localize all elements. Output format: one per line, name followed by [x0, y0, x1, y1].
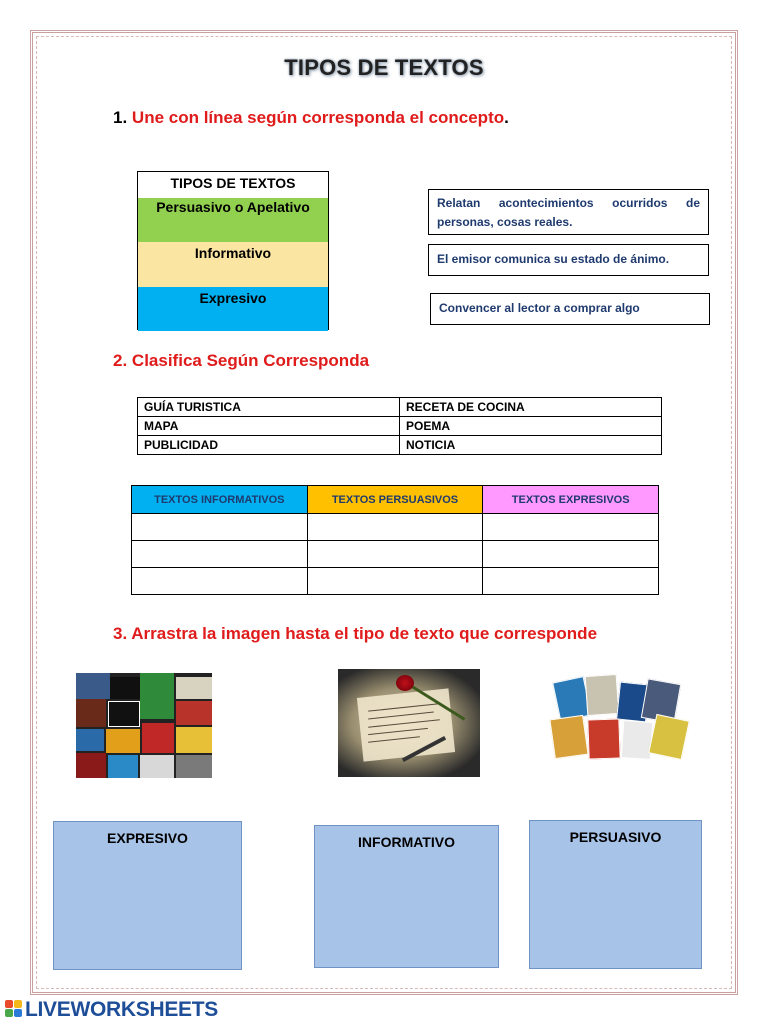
dropzone-persuasive-label: PERSUASIVO — [569, 829, 662, 845]
table-row — [138, 398, 662, 417]
header-informative: TEXTOS INFORMATIVOS — [132, 486, 308, 514]
text-types-box — [137, 171, 329, 330]
definition-informative[interactable]: Relatan acontecimientos ocurridos de personas, cosas reales. — [428, 189, 709, 235]
question-3-text: Arrastra la imagen hasta el tipo de texto que corresponde — [131, 624, 598, 643]
table-row — [132, 541, 659, 568]
answer-cell[interactable] — [132, 514, 308, 541]
word-cell: MAPA — [138, 417, 400, 436]
question-3 — [113, 624, 597, 644]
header-expressive: TEXTOS EXPRESIVOS — [483, 486, 659, 514]
answer-cell[interactable] — [307, 541, 483, 568]
word-cell: NOTICIA — [400, 436, 662, 455]
ads-collage-image[interactable] — [76, 673, 212, 778]
page-title: TIPOS DE TEXTOS — [284, 55, 484, 80]
answer-cell[interactable] — [307, 568, 483, 595]
dropzone-expressive[interactable] — [53, 821, 242, 970]
question-3-number: 3. — [113, 624, 128, 643]
dropzone-informative-label: INFORMATIVO — [358, 834, 455, 850]
question-1-period: . — [504, 108, 509, 127]
table-row — [132, 514, 659, 541]
magazines-image[interactable] — [548, 673, 690, 763]
table-row — [138, 436, 662, 455]
word-cell: RECETA DE COCINA — [400, 398, 662, 417]
liveworksheets-logo-icon — [5, 1000, 23, 1018]
definition-expressive[interactable]: El emisor comunica su estado de ánimo. — [428, 244, 709, 276]
answer-cell[interactable] — [132, 541, 308, 568]
question-2 — [113, 351, 369, 371]
answer-cell[interactable] — [483, 514, 659, 541]
love-letter-image[interactable] — [338, 669, 480, 777]
text-types-header: TIPOS DE TEXTOS — [170, 175, 296, 191]
type-informative[interactable]: Informativo — [138, 242, 328, 287]
answer-cell[interactable] — [483, 541, 659, 568]
type-persuasive[interactable]: Persuasivo o Apelativo — [138, 198, 328, 242]
question-1-number: 1. — [113, 108, 128, 127]
classification-table — [131, 485, 659, 595]
word-cell: POEMA — [400, 417, 662, 436]
dropzone-persuasive[interactable] — [529, 820, 702, 969]
question-1 — [113, 108, 509, 128]
liveworksheets-logo — [5, 998, 218, 1022]
definition-persuasive[interactable]: Convencer al lector a comprar algo — [430, 293, 710, 325]
answer-cell[interactable] — [483, 568, 659, 595]
dropzone-expressive-label: EXPRESIVO — [107, 830, 188, 846]
word-cell: PUBLICIDAD — [138, 436, 400, 455]
word-cell: GUÍA TURISTICA — [138, 398, 400, 417]
question-1-text: Une con línea según corresponda el concepto — [131, 108, 505, 127]
table-header-row — [132, 486, 659, 514]
question-2-text: Clasifica Según Corresponda — [131, 351, 370, 370]
type-expressive[interactable]: Expresivo — [138, 287, 328, 331]
table-row — [138, 417, 662, 436]
answer-cell[interactable] — [307, 514, 483, 541]
header-persuasive: TEXTOS PERSUASIVOS — [307, 486, 483, 514]
table-row — [132, 568, 659, 595]
answer-cell[interactable] — [132, 568, 308, 595]
liveworksheets-logo-text: LIVEWORKSHEETS — [25, 998, 218, 1021]
question-2-number: 2. — [113, 351, 128, 370]
dropzone-informative[interactable] — [314, 825, 499, 968]
word-bank-table — [137, 397, 662, 455]
